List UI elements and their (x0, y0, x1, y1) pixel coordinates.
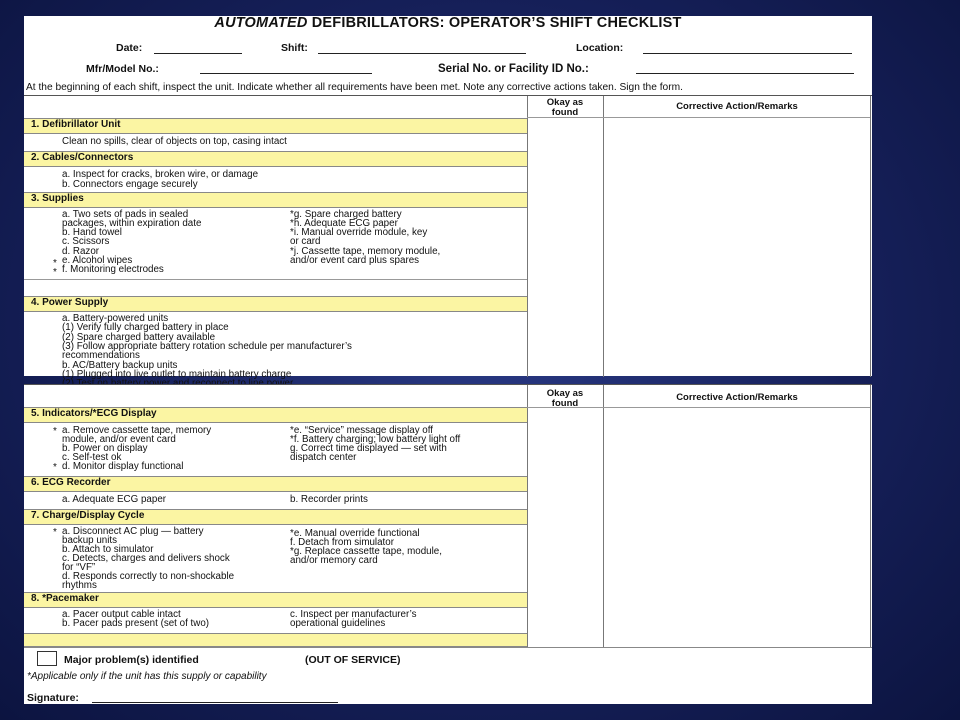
charge-right-item: *e. Manual override functional (290, 528, 420, 539)
charge-left-item: d. Responds correctly to non-shockable (62, 571, 235, 582)
okay-as-found-header (529, 389, 601, 409)
indicators-right-item: *e. “Service” message display off (290, 425, 434, 436)
section-indicators-ecg-display: 5. Indicators/*ECG Display (24, 407, 527, 423)
power-supply-item: (1) Verify fully charged battery in place (62, 322, 229, 333)
supplies-left-item: b. Hand towel (62, 227, 122, 238)
supplies-left-item: packages, within expiration date (62, 218, 202, 229)
charge-left-item: b. Attach to simulator (62, 544, 154, 555)
out-of-service-label: (OUT OF SERVICE) (305, 654, 401, 666)
major-problem-checkbox[interactable] (37, 651, 57, 666)
power-supply-item: (3) Follow appropriate battery rotation schedule per manufacturer’s (62, 341, 352, 352)
supplies-right-item: *i. Manual override module, key (290, 227, 428, 238)
column-divider (527, 96, 528, 377)
signature-field[interactable] (92, 702, 338, 703)
location-label: Location: (576, 42, 624, 54)
section-supplies: 3. Supplies (24, 192, 527, 208)
date-field[interactable] (154, 53, 242, 54)
column-divider (603, 96, 604, 377)
blank-section-bar (24, 633, 527, 647)
power-supply-item: (1) Plugged into live outlet to maintain battery charge (62, 369, 292, 380)
supplies-right-item: *j. Cassette tape, memory module, (290, 246, 441, 257)
charge-right-item: *g. Replace cassette tape, module, (290, 546, 442, 557)
applicable-star: * (53, 462, 57, 473)
charge-left-item: backup units (62, 535, 118, 546)
corrective-action-header: Corrective Action/Remarks (676, 101, 798, 112)
charge-left-item: for “VF” (62, 562, 96, 573)
supplies-right-item: *h. Adequate ECG paper (290, 218, 398, 229)
power-supply-item: recommendations (62, 350, 140, 361)
applicable-star: * (53, 267, 57, 278)
serial-label: Serial No. or Facility ID No.: (438, 63, 589, 75)
charge-left-item: c. Detects, charges and delivers shock (62, 553, 230, 564)
checklist-page-2 (24, 384, 872, 704)
applicable-star: * (53, 258, 57, 269)
row-divider (24, 647, 872, 648)
ecg-recorder-right-item: b. Recorder prints (290, 494, 368, 505)
indicators-right-item: *f. Battery charging; low battery light off (290, 434, 461, 445)
indicators-right-item: g. Correct time displayed — set with (290, 443, 447, 454)
supplies-left-item: a. Two sets of pads in sealed (62, 209, 189, 220)
checklist-grid-1 (24, 95, 872, 380)
column-divider (603, 385, 604, 647)
major-problem-label: Major problem(s) identified (64, 654, 199, 666)
applicable-star: * (53, 527, 57, 538)
indicators-left-item: a. Remove cassette tape, memory (62, 425, 212, 436)
pacemaker-left-item: b. Pacer pads present (set of two) (62, 618, 210, 629)
okay-header-line2: found (551, 107, 579, 118)
section-power-supply: 4. Power Supply (24, 296, 527, 312)
indicators-right-item: dispatch center (290, 452, 357, 463)
power-supply-item: (2) Spare charged battery available (62, 332, 216, 343)
section-ecg-recorder: 6. ECG Recorder (24, 476, 527, 492)
column-divider (870, 96, 871, 377)
okay-as-found-header (529, 98, 601, 118)
instructions-text: At the beginning of each shift, inspect the unit. Indicate whether all requirements have been met. Note any corrective actions taken. Sign the form. (26, 82, 683, 93)
supplies-right-item: or card (290, 236, 321, 247)
supplies-left-item: e. Alcohol wipes (62, 255, 133, 266)
section-2-item: b. Connectors engage securely (62, 179, 198, 190)
section-2-item: a. Inspect for cracks, broken wire, or damage (62, 169, 259, 180)
power-supply-item: a. Battery-powered units (62, 313, 169, 324)
okay-header-line2: found (551, 398, 579, 409)
indicators-left-item: b. Power on display (62, 443, 148, 454)
ecg-recorder-left-item: a. Adequate ECG paper (62, 494, 167, 505)
section-defibrillator-unit: 1. Defibrillator Unit (24, 118, 527, 134)
mfr-model-field[interactable] (200, 73, 372, 74)
okay-header-line1: Okay as (546, 388, 584, 399)
indicators-left-item: c. Self-test ok (62, 452, 122, 463)
checklist-grid-2 (24, 384, 872, 647)
footnote-text: *Applicable only if the unit has this supply or capability (27, 671, 267, 682)
pacemaker-right-item: c. Inspect per manufacturer’s (290, 609, 417, 620)
shift-label: Shift: (281, 42, 308, 54)
column-divider (527, 385, 528, 647)
indicators-left-item: d. Monitor display functional (62, 461, 184, 472)
power-supply-item: b. AC/Battery backup units (62, 360, 178, 371)
indicators-left-item: module, and/or event card (62, 434, 176, 445)
section-pacemaker: 8. *Pacemaker (24, 592, 527, 608)
pacemaker-right-item: operational guidelines (290, 618, 386, 629)
date-label: Date: (116, 42, 143, 54)
form-title-rest: DEFIBRILLATORS: OPERATOR’S SHIFT CHECKLIST (307, 15, 682, 31)
applicable-star: * (53, 426, 57, 437)
mfr-model-label: Mfr/Model No.: (86, 63, 159, 75)
supplies-right-item: *g. Spare charged battery (290, 209, 402, 220)
okay-header-line1: Okay as (546, 97, 584, 108)
supplies-left-item: c. Scissors (62, 236, 110, 247)
form-title-italic: AUTOMATED (214, 15, 308, 31)
section-1-item: Clean no spills, clear of objects on top, casing intact (62, 136, 287, 147)
row-divider (24, 279, 527, 280)
signature-label: Signature: (27, 692, 79, 704)
section-charge-display-cycle: 7. Charge/Display Cycle (24, 509, 527, 525)
checklist-page-1 (24, 15, 872, 380)
form-title (24, 15, 872, 31)
column-divider (870, 385, 871, 647)
charge-left-item: a. Disconnect AC plug — battery (62, 526, 204, 537)
supplies-right-item: and/or event card plus spares (290, 255, 420, 266)
supplies-left-item: d. Razor (62, 246, 100, 257)
charge-left-item: rhythms (62, 580, 97, 591)
serial-field[interactable] (636, 73, 854, 74)
location-field[interactable] (643, 53, 852, 54)
section-cables-connectors: 2. Cables/Connectors (24, 151, 527, 167)
shift-field[interactable] (318, 53, 526, 54)
pacemaker-left-item: a. Pacer output cable intact (62, 609, 181, 620)
charge-right-item: and/or memory card (290, 555, 378, 566)
supplies-left-item: f. Monitoring electrodes (62, 264, 164, 275)
corrective-action-header: Corrective Action/Remarks (676, 392, 798, 403)
charge-right-item: f. Detach from simulator (290, 537, 394, 548)
